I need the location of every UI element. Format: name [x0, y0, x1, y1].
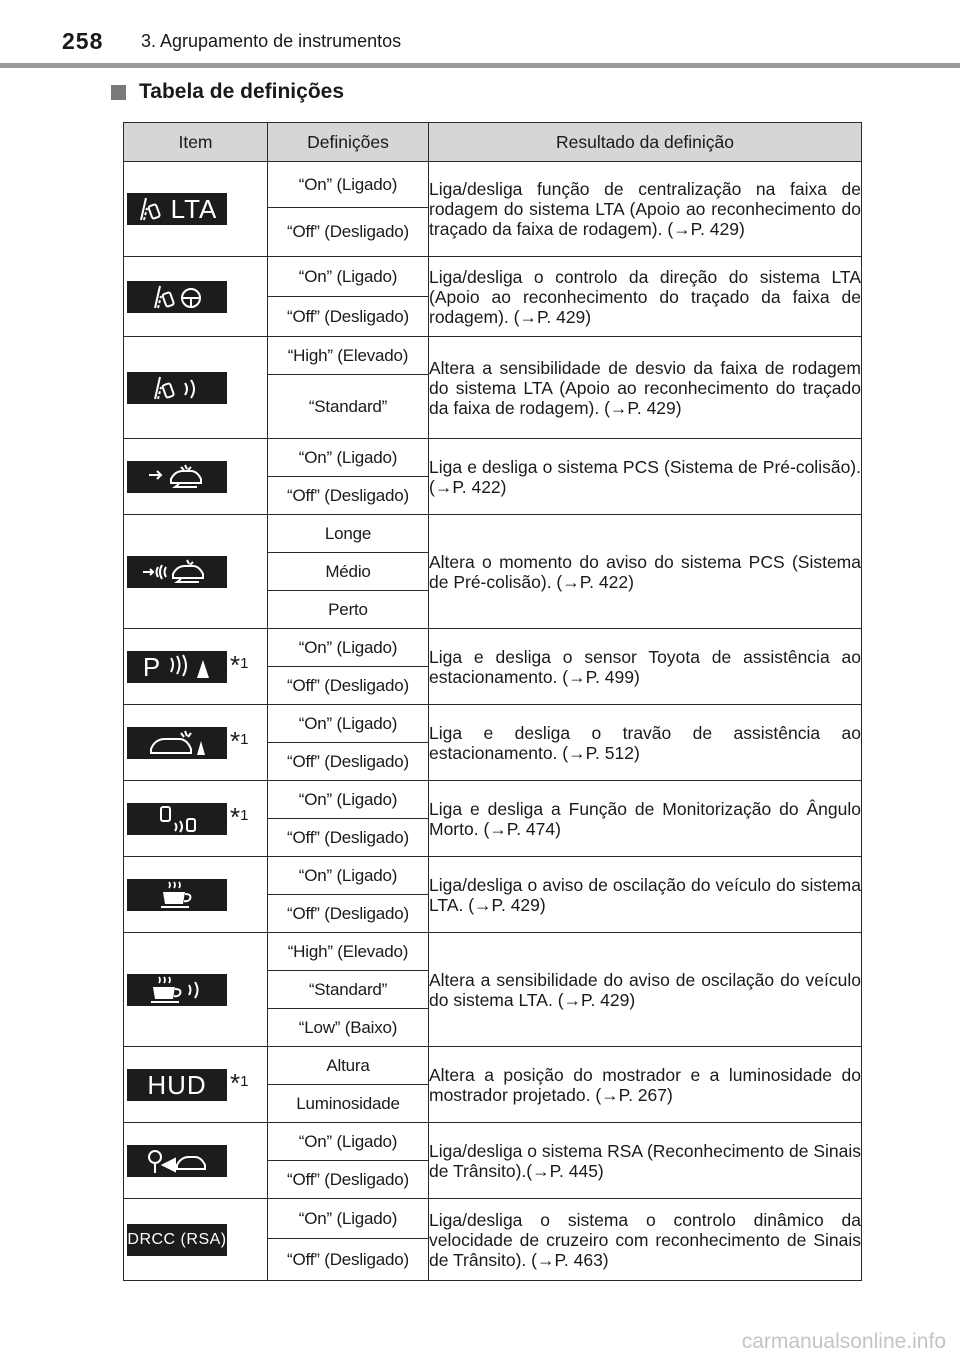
item-cell [124, 515, 268, 629]
option-cell: “Off” (Desligado) [268, 895, 429, 933]
option-cell: “Off” (Desligado) [268, 743, 429, 781]
result-cell: Liga/desliga função de centralização na faixa de rodagem do sistema LTA (Apoio ao reconhecimento do traçado da faixa de rodagem). (→P. 429) [429, 162, 862, 257]
result-cell: Liga/desliga o controlo da direção do sistema LTA (Apoio ao reconhecimento do traçado da faixa de rodagem). (→P. 429) [429, 257, 862, 337]
result-cell: Altera o momento do aviso do sistema PCS (Sistema de Pré-colisão). (→P. 422) [429, 515, 862, 629]
lta-steering-icon [127, 281, 227, 313]
pcs-icon [127, 461, 227, 493]
result-cell: Liga/desliga o sistema RSA (Reconhecimento de Sinais de Trânsito).(→P. 445) [429, 1123, 862, 1199]
option-cell: “Low” (Baixo) [268, 1009, 429, 1047]
watermark: carmanualsonline.info [741, 1330, 946, 1353]
option-cell: “On” (Ligado) [268, 162, 429, 208]
option-cell: “Off” (Desligado) [268, 297, 429, 337]
rsa-icon [127, 1145, 227, 1177]
option-cell: “On” (Ligado) [268, 1123, 429, 1161]
section-heading [111, 80, 344, 104]
drcc-rsa-icon [127, 1224, 227, 1256]
item-cell [124, 705, 268, 781]
column-header-definitions: Definições [268, 123, 429, 162]
option-cell: “Off” (Desligado) [268, 477, 429, 515]
item-cell [124, 933, 268, 1047]
settings-table [123, 122, 862, 1281]
column-header-result: Resultado da definição [429, 123, 862, 162]
option-cell: “On” (Ligado) [268, 257, 429, 297]
option-cell: “Off” (Desligado) [268, 208, 429, 257]
option-cell: “High” (Elevado) [268, 337, 429, 375]
table-row [124, 337, 862, 375]
drcc-rsa-label: DRCC (RSA) [127, 1230, 227, 1248]
option-cell: “Standard” [268, 375, 429, 439]
header-divider [0, 63, 960, 68]
item-cell [124, 1199, 268, 1281]
item-cell [124, 629, 268, 705]
table-row [124, 1199, 862, 1239]
option-cell: “On” (Ligado) [268, 705, 429, 743]
table-row [124, 1123, 862, 1161]
option-cell: “High” (Elevado) [268, 933, 429, 971]
result-cell: Altera a sensibilidade do aviso de oscilação do veículo do sistema LTA. (→P. 429) [429, 933, 862, 1047]
sway-sensitivity-icon [127, 974, 227, 1006]
option-cell: “On” (Ligado) [268, 781, 429, 819]
table-row [124, 439, 862, 477]
chapter-title: 3. Agrupamento de instrumentos [141, 31, 402, 51]
sway-warning-icon [127, 879, 227, 911]
table-row [124, 515, 862, 553]
lta-icon [127, 193, 227, 225]
footnote-marker: *1 [230, 649, 249, 680]
table-row [124, 257, 862, 297]
item-cell [124, 337, 268, 439]
item-cell [124, 857, 268, 933]
hud-icon [127, 1069, 227, 1101]
result-cell: Altera a sensibilidade de desvio da faixa de rodagem do sistema LTA (Apoio ao reconhecimento do traçado da faixa de rodagem). (→P. 429) [429, 337, 862, 439]
item-cell [124, 257, 268, 337]
result-cell: Liga e desliga o travão de assistência ao estacionamento. (→P. 512) [429, 705, 862, 781]
option-cell: “On” (Ligado) [268, 857, 429, 895]
item-cell [124, 162, 268, 257]
table-row [124, 933, 862, 971]
table-row [124, 162, 862, 208]
result-cell: Liga e desliga o sensor Toyota de assistência ao estacionamento. (→P. 499) [429, 629, 862, 705]
result-cell: Liga e desliga o sistema PCS (Sistema de Pré-colisão). (→P. 422) [429, 439, 862, 515]
result-cell: Liga e desliga a Função de Monitorização do Ângulo Morto. (→P. 474) [429, 781, 862, 857]
option-cell: Luminosidade [268, 1085, 429, 1123]
column-header-item: Item [124, 123, 268, 162]
result-cell: Altera a posição do mostrador e a luminosidade do mostrador projetado. (→P. 267) [429, 1047, 862, 1123]
option-cell: Longe [268, 515, 429, 553]
option-cell: “Off” (Desligado) [268, 1239, 429, 1281]
page-number: 258 [62, 28, 104, 54]
table-row [124, 629, 862, 667]
item-cell [124, 1047, 268, 1123]
table-row [124, 1047, 862, 1085]
table-header-row [124, 123, 862, 162]
option-cell: Perto [268, 591, 429, 629]
option-cell: Médio [268, 553, 429, 591]
option-cell: “On” (Ligado) [268, 439, 429, 477]
result-cell: Liga/desliga o aviso de oscilação do veículo do sistema LTA. (→P. 429) [429, 857, 862, 933]
hud-label: HUD [147, 1069, 207, 1100]
lta-sensitivity-icon [127, 372, 227, 404]
option-cell: “Off” (Desligado) [268, 1161, 429, 1199]
item-cell [124, 781, 268, 857]
option-cell: “On” (Ligado) [268, 1199, 429, 1239]
parking-sensor-label: P [142, 651, 162, 682]
table-row [124, 781, 862, 819]
item-cell [124, 1123, 268, 1199]
result-cell: Liga/desliga o sistema o controlo dinâmico da velocidade de cruzeiro com reconhecimento de Sinais de Trânsito). (→P. 463) [429, 1199, 862, 1281]
section-marker-icon [111, 85, 126, 100]
footnote-marker: *1 [230, 725, 249, 756]
table-row [124, 857, 862, 895]
option-cell: “Off” (Desligado) [268, 667, 429, 705]
item-cell [124, 439, 268, 515]
footnote-marker: *1 [230, 801, 249, 832]
option-cell: “Off” (Desligado) [268, 819, 429, 857]
pcs-timing-icon [127, 556, 227, 588]
section-title: Tabela de definições [139, 80, 345, 103]
option-cell: “Standard” [268, 971, 429, 1009]
parking-sensor-icon [127, 651, 227, 683]
parking-brake-assist-icon [127, 727, 227, 759]
blind-spot-icon [127, 803, 227, 835]
option-cell: Altura [268, 1047, 429, 1085]
lta-label: LTA [170, 194, 218, 224]
footnote-marker: *1 [230, 1067, 249, 1098]
table-row [124, 705, 862, 743]
option-cell: “On” (Ligado) [268, 629, 429, 667]
